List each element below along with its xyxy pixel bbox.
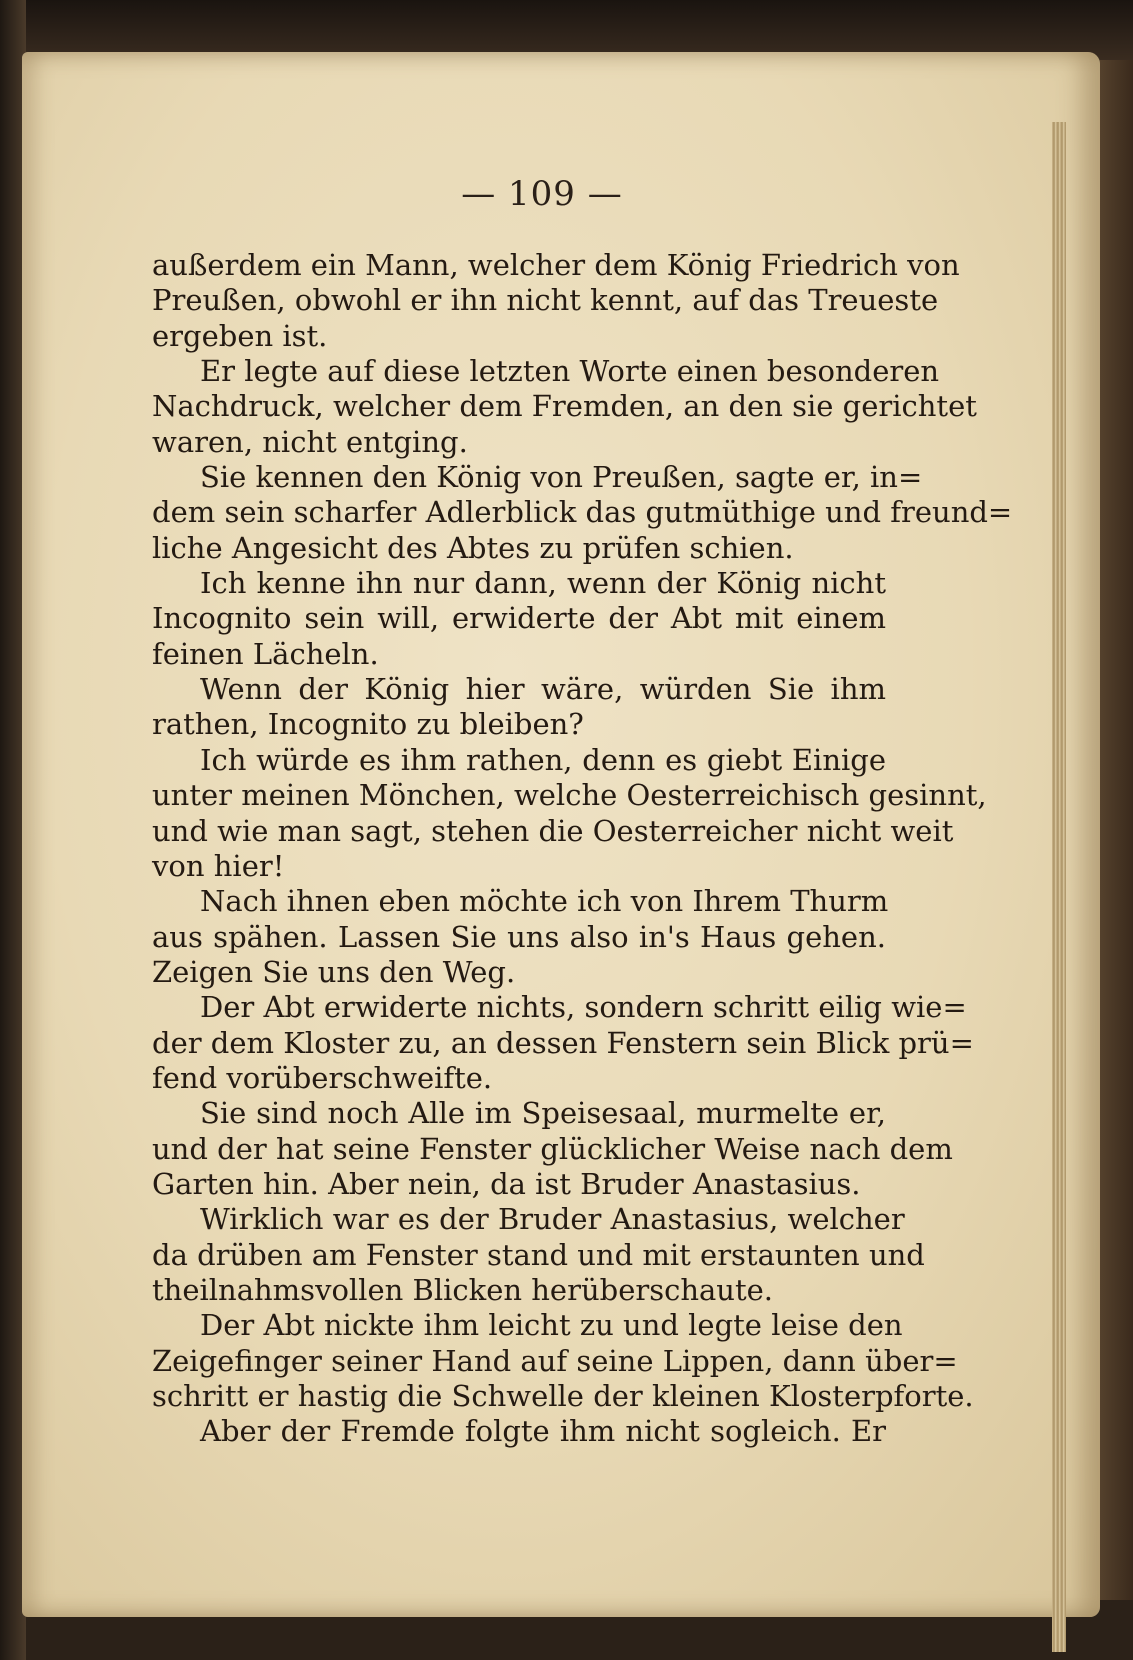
text-line: rathen, Incognito zu bleiben? (152, 707, 584, 742)
text-line: Garten hin. Aber nein, da ist Bruder Anastasius. (152, 1166, 861, 1201)
text-line: dem sein scharfer Adlerblick das gutmüthige und freund= (152, 495, 1013, 530)
text-line: unter meinen Mönchen, welche Oesterreichisch gesinnt, (152, 778, 987, 813)
text-line: Der Abt erwiderte nichts, sondern schritt eilig wie= (200, 990, 967, 1025)
text-line: theilnahmsvollen Blicken herüberschaute. (152, 1272, 774, 1307)
text-line: und wie man sagt, stehen die Oesterreicher nicht weit (152, 813, 954, 848)
text-line: außerdem ein Mann, welcher dem König Friedrich von (152, 248, 960, 282)
text-line: Preußen, obwohl er ihn nicht kennt, auf das Treueste (152, 283, 939, 318)
body-text (152, 248, 1013, 1450)
text-line: Zeigefinger seiner Hand auf seine Lippen, dann über= (152, 1343, 958, 1378)
text-line: Ich kenne ihn nur dann, wenn der König nicht (200, 566, 886, 601)
book-page (22, 52, 1100, 1617)
text-line: und der hat seine Fenster glücklicher Weise nach dem (152, 1131, 953, 1166)
text-line: Zeigen Sie uns den Weg. (152, 954, 516, 989)
text-line: der dem Kloster zu, an dessen Fenstern sein Blick prü= (152, 1025, 974, 1060)
text-line: Er legte auf diese letzten Worte einen besonderen (200, 354, 940, 389)
text-line: ergeben ist. (152, 318, 328, 353)
text-line: feinen Lächeln. (152, 636, 379, 671)
page-edges (1052, 122, 1066, 1652)
text-line: Ich würde es ihm rathen, denn es giebt Einige (200, 742, 886, 777)
text-line: von hier! (152, 848, 285, 883)
text-line: Aber der Fremde folgte ihm nicht sogleich. Er (200, 1414, 886, 1449)
text-line: Wirklich war es der Bruder Anastasius, welcher (200, 1202, 905, 1237)
text-line: Nachdruck, welcher dem Fremden, an den sie gerichtet (152, 389, 977, 424)
text-line: Der Abt nickte ihm leicht zu und legte leise den (200, 1308, 903, 1343)
text-line: Sie kennen den König von Preußen, sagte er, in= (200, 460, 923, 495)
text-line: Sie sind noch Alle im Speisesaal, murmelte er, (200, 1096, 886, 1131)
text-line: schritt er hastig die Schwelle der kleinen Klosterpforte. (152, 1379, 974, 1413)
text-line: da drüben am Fenster stand und mit erstaunten und (152, 1237, 925, 1272)
text-line: Incognito sein will, erwiderte der Abt mit einem (152, 601, 886, 636)
text-line: Nach ihnen eben möchte ich von Ihrem Thurm (200, 884, 889, 919)
text-line: liche Angesicht des Abtes zu prüfen schien. (152, 530, 794, 565)
text-line: fend vorüberschweifte. (152, 1060, 493, 1095)
text-line: waren, nicht entging. (152, 424, 468, 459)
text-line: Wenn der König hier wäre, würden Sie ihm (200, 672, 886, 707)
page-number: — 109 — (461, 174, 623, 214)
text-line: aus spähen. Lassen Sie uns also in's Haus gehen. (152, 919, 886, 954)
